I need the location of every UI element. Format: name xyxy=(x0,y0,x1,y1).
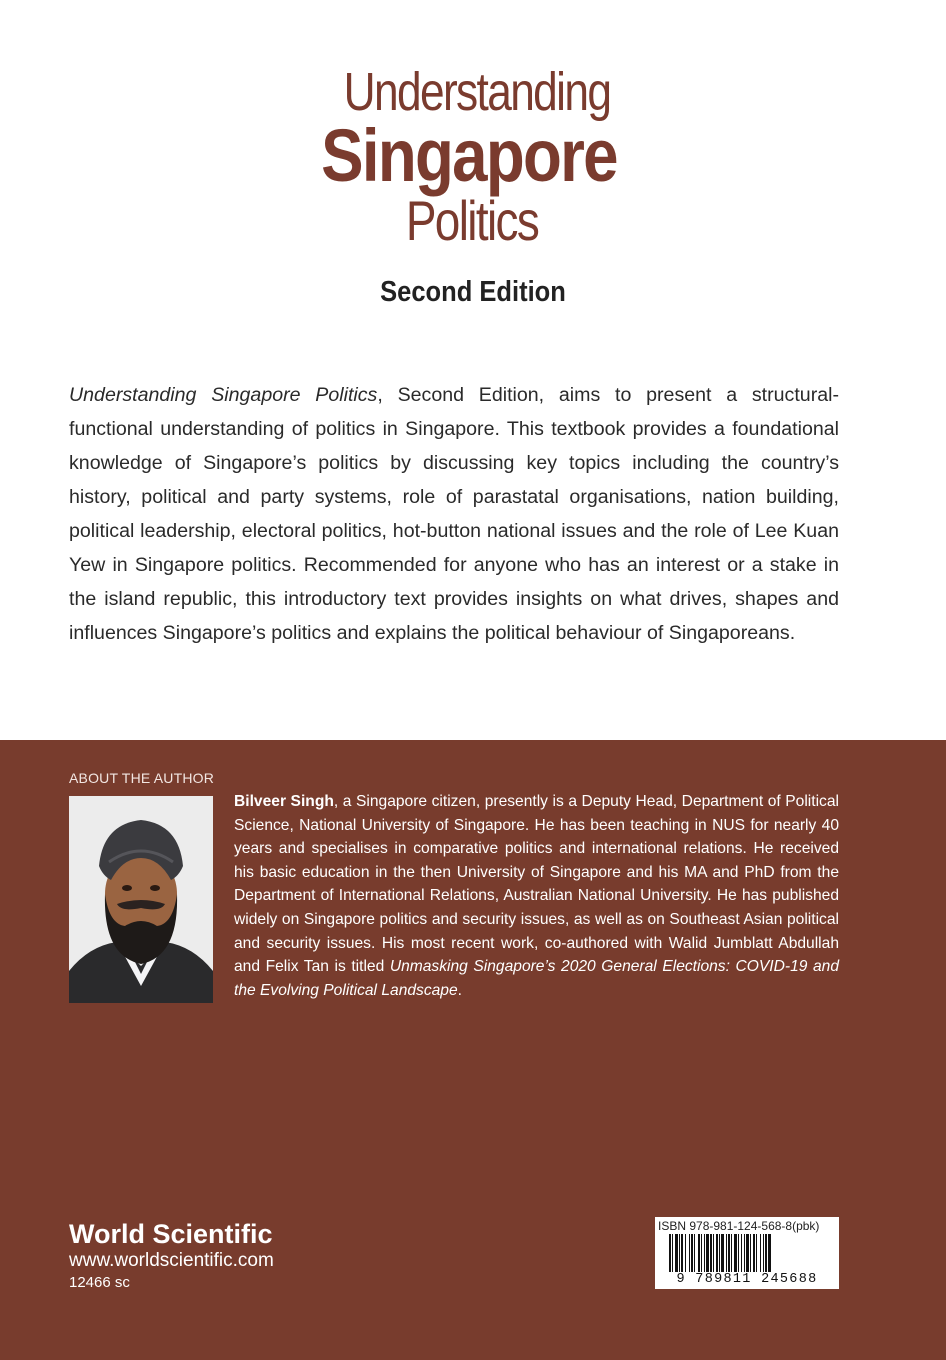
barcode-bar xyxy=(713,1234,714,1272)
title-line-politics: Politics xyxy=(405,189,539,252)
barcode-bar xyxy=(706,1234,709,1272)
barcode-bar xyxy=(756,1234,757,1272)
author-name: Bilveer Singh xyxy=(234,793,334,810)
publisher-info xyxy=(69,1218,274,1294)
author-bio xyxy=(234,790,839,1002)
author-portrait-image xyxy=(69,796,213,1003)
title-line-singapore: Singapore xyxy=(321,114,617,197)
barcode-bar xyxy=(768,1234,771,1272)
barcode-bar xyxy=(681,1234,683,1272)
barcode-bar xyxy=(741,1234,742,1272)
barcode-bar xyxy=(726,1234,727,1272)
barcode-bar xyxy=(760,1234,761,1272)
barcode-bar xyxy=(675,1234,678,1272)
publisher-code: 12466 sc xyxy=(69,1274,130,1291)
title-block xyxy=(0,62,946,252)
edition-label: Second Edition xyxy=(380,276,566,308)
author-photo xyxy=(69,796,213,1003)
barcode-bar xyxy=(746,1234,749,1272)
isbn-label: ISBN 978-981-124-568-8(pbk) xyxy=(658,1219,820,1233)
barcode-bar xyxy=(731,1234,732,1272)
author-panel xyxy=(0,740,946,1360)
barcode-bar xyxy=(750,1234,751,1272)
barcode-bar xyxy=(763,1234,764,1272)
description-title: Understanding Singapore Politics xyxy=(69,384,378,406)
barcode-bar xyxy=(698,1234,700,1272)
barcode-bar xyxy=(669,1234,671,1272)
barcode-bar xyxy=(721,1234,724,1272)
barcode-bar xyxy=(685,1234,686,1272)
description-text: , Second Edition, aims to present a structural-functional understanding of politics in Singapore. This textbook provides a foundational knowledge of Singapore’s politics by discussing key topics including the country’s history, political and party systems, role of parastatal organisations, nation building, political leadership, electoral politics, hot-button national issues and the role of Lee Kuan Yew in Singapore politics. Recommended for anyone who has an interest or a stake in the island republic, this introductory text provides insights on what drives, shapes and influences Singapore’s politics and explains the political behaviour of Singaporeans. xyxy=(69,384,839,644)
barcode-digits: 9 789811 245688 xyxy=(676,1272,818,1287)
about-author-heading: ABOUT THE AUTHOR xyxy=(69,770,215,786)
barcode-bar xyxy=(689,1234,690,1272)
barcode xyxy=(655,1217,839,1289)
barcode-bar xyxy=(765,1234,767,1272)
barcode-bar xyxy=(704,1234,705,1272)
barcode-bar xyxy=(701,1234,702,1272)
publisher-url: www.worldscientific.com xyxy=(69,1250,274,1271)
author-bio-end: . xyxy=(457,981,462,999)
barcode-bar xyxy=(738,1234,739,1272)
barcode-bar xyxy=(744,1234,745,1272)
barcode-bar xyxy=(672,1234,673,1272)
barcode-bar xyxy=(710,1234,712,1272)
barcode-bar xyxy=(753,1234,755,1272)
barcode-bar xyxy=(728,1234,730,1272)
title-line-understanding: Understanding xyxy=(343,62,611,122)
barcode-bar xyxy=(734,1234,737,1272)
barcode-bar xyxy=(694,1234,695,1272)
barcode-bar xyxy=(691,1234,693,1272)
author-bio-text: , a Singapore citizen, presently is a Deputy Head, Department of Political Science, National University of Singapore. He has been teaching in NUS for nearly 40 years and specialises in comparative politics and international relations. He received his basic education in the then University of Singapore and his MA and PhD from the Department of International Relations, Australian National University. He has published widely on Singapore politics and security issues, as well as on Southeast Asian political and security issues. His most recent work, co-authored with Walid Jumblatt Abdullah and Felix Tan is titled xyxy=(234,793,839,976)
book-description xyxy=(69,378,839,650)
barcode-bar xyxy=(719,1234,720,1272)
barcode-bar xyxy=(716,1234,718,1272)
publisher-name: World Scientific xyxy=(69,1219,273,1249)
author-recent-work: Unmasking Singapore’s 2020 General Elections: COVID-19 and the Evolving Political Landscape xyxy=(234,958,839,999)
barcode-bar xyxy=(679,1234,680,1272)
